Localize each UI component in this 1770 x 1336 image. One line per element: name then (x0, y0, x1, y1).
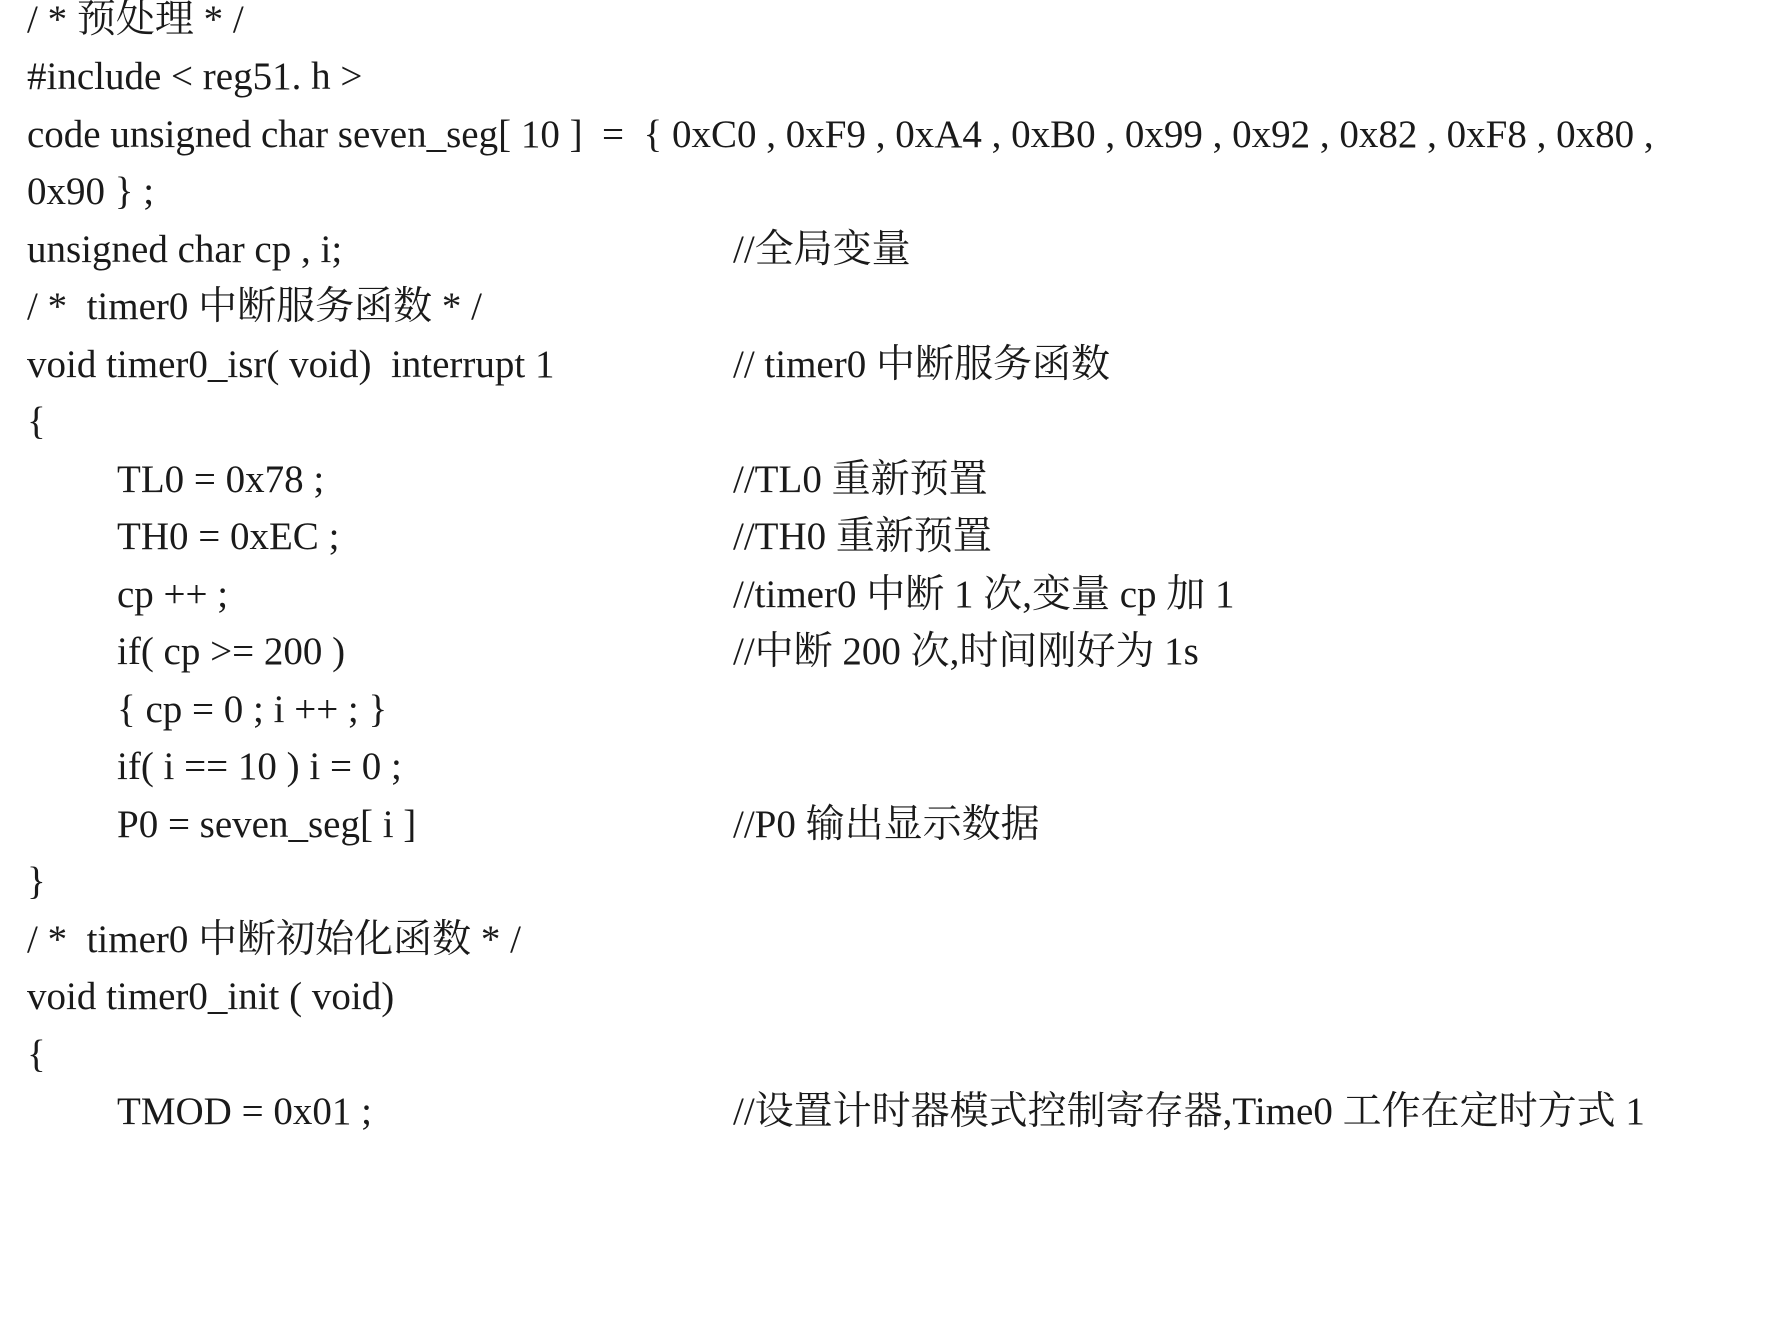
code-text: { cp = 0 ; i ++ ; } (117, 688, 388, 731)
code-comment: //全局变量 (733, 228, 911, 271)
code-text: 0x90 } ; (27, 170, 155, 213)
code-comment: //TL0 重新预置 (733, 458, 988, 501)
code-text: if( cp >= 200 ) (117, 630, 346, 673)
code-text: { (27, 1033, 46, 1076)
code-comment: //设置计时器模式控制寄存器,Time0 工作在定时方式 1 (733, 1090, 1645, 1133)
code-comment: // timer0 中断服务函数 (733, 343, 1110, 386)
code-comment: //P0 输出显示数据 (733, 803, 1040, 846)
code-text: void timer0_init ( void) (27, 975, 395, 1018)
code-line (0, 793, 1770, 857)
code-line (0, 1023, 1770, 1087)
code-line (0, 965, 1770, 1029)
code-text: { (27, 400, 46, 443)
code-line (0, 103, 1770, 167)
code-text: TL0 = 0x78 ; (117, 458, 325, 501)
code-line (0, 218, 1770, 282)
code-line (0, 160, 1770, 224)
code-text: P0 = seven_seg[ i ] (117, 803, 417, 846)
code-text: void timer0_isr( void) interrupt 1 (27, 343, 555, 386)
code-comment: //TH0 重新预置 (733, 515, 992, 558)
code-text: cp ++ ; (117, 573, 229, 616)
code-comment: //timer0 中断 1 次,变量 cp 加 1 (733, 573, 1235, 616)
code-line (0, 850, 1770, 914)
code-line (0, 45, 1770, 109)
code-text: / * 预处理 * / (27, 0, 244, 41)
code-line (0, 275, 1770, 339)
code-line (0, 333, 1770, 397)
code-text: TMOD = 0x01 ; (117, 1090, 372, 1133)
code-line (0, 563, 1770, 627)
code-text: / * timer0 中断初始化函数 * / (27, 918, 521, 961)
code-line (0, 678, 1770, 742)
code-line (0, 390, 1770, 454)
code-text: #include < reg51. h > (27, 55, 363, 98)
code-text: TH0 = 0xEC ; (117, 515, 340, 558)
code-text: / * timer0 中断服务函数 * / (27, 285, 482, 328)
code-text: if( i == 10 ) i = 0 ; (117, 745, 402, 788)
code-text: code unsigned char seven_seg[ 10 ] = { 0xC0 , 0xF9 , 0xA4 , 0xB0 , 0x99 , 0x92 , 0x82 , 0xF8 , 0x80 , (27, 113, 1654, 156)
code-line (0, 908, 1770, 972)
code-comment: //中断 200 次,时间刚好为 1s (733, 630, 1199, 673)
code-text: unsigned char cp , i; (27, 228, 343, 271)
code-line (0, 735, 1770, 799)
code-line (0, 620, 1770, 684)
code-line (0, 505, 1770, 569)
code-text: } (27, 860, 46, 903)
code-line (0, 1080, 1770, 1144)
code-line (0, 448, 1770, 512)
